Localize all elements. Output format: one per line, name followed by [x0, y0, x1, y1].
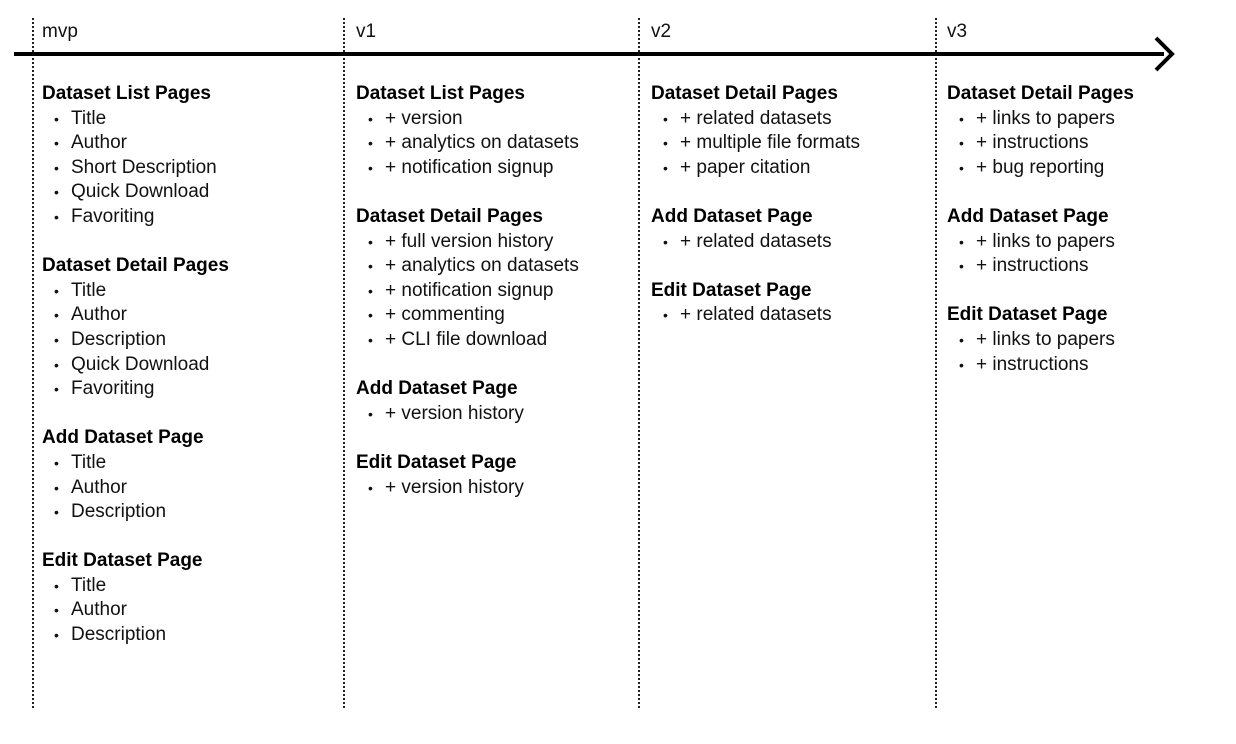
list-item: [947, 328, 1232, 353]
list-item-text: Quick Download: [71, 353, 210, 375]
list-item: [356, 131, 641, 156]
list-item: [42, 451, 327, 476]
bullet-dot-icon: •: [54, 282, 59, 299]
list-item: [356, 279, 641, 304]
list-item-text: + instructions: [976, 353, 1089, 375]
bullet-dot-icon: •: [368, 110, 373, 127]
bullet-dot-icon: •: [663, 307, 668, 324]
list-item-text: Title: [71, 574, 107, 596]
feature-list: [947, 328, 1232, 377]
list-item: [947, 254, 1232, 279]
bullet-dot-icon: •: [959, 356, 964, 373]
list-item: [42, 377, 327, 402]
feature-section: [42, 426, 327, 524]
divider-mvp: [32, 18, 34, 708]
feature-list: [356, 230, 641, 353]
feature-section: [947, 205, 1232, 279]
column-v1: [356, 82, 641, 525]
list-item-text: + full version history: [385, 230, 554, 252]
bullet-dot-icon: •: [54, 381, 59, 398]
list-item-text: + links to papers: [976, 230, 1115, 252]
list-item: [651, 230, 936, 255]
bullet-dot-icon: •: [663, 159, 668, 176]
list-item: [42, 279, 327, 304]
list-item-text: + analytics on datasets: [385, 132, 579, 154]
feature-section: [651, 205, 936, 254]
column-label-v2: v2: [651, 21, 672, 42]
list-item-text: + paper citation: [680, 156, 811, 178]
feature-list: [947, 230, 1232, 279]
list-item-text: + bug reporting: [976, 156, 1105, 178]
section-title: Edit Dataset Page: [356, 451, 517, 473]
bullet-dot-icon: •: [959, 233, 964, 250]
feature-list: [651, 303, 936, 328]
feature-section: [356, 205, 641, 353]
list-item: [42, 328, 327, 353]
bullet-dot-icon: •: [368, 233, 373, 250]
list-item-text: Author: [71, 304, 127, 326]
list-item: [42, 574, 327, 599]
list-item-text: Description: [71, 328, 167, 350]
feature-list: [356, 476, 641, 501]
section-title: Add Dataset Page: [947, 205, 1109, 227]
bullet-dot-icon: •: [54, 504, 59, 521]
list-item-text: + related datasets: [680, 230, 832, 252]
list-item: [42, 131, 327, 156]
list-item-text: + notification signup: [385, 156, 554, 178]
bullet-dot-icon: •: [368, 282, 373, 299]
section-title: Dataset Detail Pages: [947, 83, 1134, 104]
section-title: Edit Dataset Page: [651, 279, 812, 301]
feature-section: [651, 82, 936, 180]
list-item: [42, 205, 327, 230]
list-item-text: + related datasets: [680, 304, 832, 326]
list-item-text: Description: [71, 501, 167, 523]
bullet-dot-icon: •: [54, 184, 59, 201]
bullet-dot-icon: •: [368, 331, 373, 348]
list-item: [42, 353, 327, 378]
bullet-dot-icon: •: [368, 307, 373, 324]
bullet-dot-icon: •: [368, 479, 373, 496]
bullet-dot-icon: •: [663, 110, 668, 127]
section-title: Dataset Detail Pages: [356, 205, 543, 227]
list-item: [947, 107, 1232, 132]
list-item-text: + multiple file formats: [680, 132, 861, 154]
column-v2: [651, 82, 936, 353]
bullet-dot-icon: •: [54, 454, 59, 471]
list-item-text: Title: [71, 107, 107, 129]
list-item-text: + links to papers: [976, 107, 1115, 129]
feature-section: [947, 303, 1232, 377]
timeline-axis: [14, 52, 1164, 56]
bullet-dot-icon: •: [54, 356, 59, 373]
list-item-text: Title: [71, 451, 107, 473]
list-item-text: Quick Download: [71, 181, 210, 203]
section-title: Add Dataset Page: [651, 205, 813, 227]
list-item: [42, 476, 327, 501]
bullet-dot-icon: •: [54, 307, 59, 324]
list-item-text: + version history: [385, 402, 524, 424]
feature-list: [947, 107, 1232, 181]
list-item: [356, 156, 641, 181]
list-item-text: + related datasets: [680, 107, 832, 129]
list-item-text: Author: [71, 599, 127, 621]
list-item: [356, 254, 641, 279]
bullet-dot-icon: •: [368, 135, 373, 152]
bullet-dot-icon: •: [54, 135, 59, 152]
list-item: [651, 156, 936, 181]
bullet-dot-icon: •: [959, 331, 964, 348]
list-item-text: Favoriting: [71, 378, 155, 400]
list-item-text: Author: [71, 132, 127, 154]
section-title: Dataset List Pages: [356, 83, 525, 104]
feature-list: [42, 279, 327, 402]
section-title: Dataset List Pages: [42, 83, 211, 104]
section-title: Dataset Detail Pages: [42, 255, 229, 277]
bullet-dot-icon: •: [54, 208, 59, 225]
feature-list: [42, 107, 327, 230]
list-item: [651, 303, 936, 328]
list-item: [356, 230, 641, 255]
feature-list: [356, 107, 641, 181]
list-item: [42, 500, 327, 525]
list-item: [42, 180, 327, 205]
bullet-dot-icon: •: [959, 258, 964, 275]
feature-section: [947, 82, 1232, 180]
list-item-text: + version history: [385, 476, 524, 498]
list-item: [356, 303, 641, 328]
list-item: [947, 131, 1232, 156]
feature-section: [356, 377, 641, 426]
column-v3: [947, 82, 1232, 402]
column-mvp: [42, 82, 327, 672]
bullet-dot-icon: •: [54, 577, 59, 594]
list-item-text: Title: [71, 279, 107, 301]
divider-v1: [343, 18, 345, 708]
bullet-dot-icon: •: [54, 110, 59, 127]
list-item: [356, 328, 641, 353]
list-item: [651, 107, 936, 132]
list-item: [42, 598, 327, 623]
list-item: [947, 353, 1232, 378]
list-item-text: + instructions: [976, 132, 1089, 154]
list-item: [947, 156, 1232, 181]
list-item-text: + commenting: [385, 304, 505, 326]
bullet-dot-icon: •: [959, 110, 964, 127]
list-item-text: + notification signup: [385, 279, 554, 301]
bullet-dot-icon: •: [54, 627, 59, 644]
bullet-dot-icon: •: [368, 405, 373, 422]
bullet-dot-icon: •: [54, 159, 59, 176]
list-item-text: + version: [385, 107, 463, 129]
bullet-dot-icon: •: [368, 258, 373, 275]
bullet-dot-icon: •: [54, 331, 59, 348]
bullet-dot-icon: •: [959, 135, 964, 152]
bullet-dot-icon: •: [368, 159, 373, 176]
feature-section: [42, 549, 327, 647]
column-label-v1: v1: [356, 21, 377, 42]
feature-list: [42, 574, 327, 648]
bullet-dot-icon: •: [54, 479, 59, 496]
list-item: [42, 156, 327, 181]
list-item: [356, 107, 641, 132]
feature-section: [42, 82, 327, 230]
column-label-mvp: mvp: [42, 21, 78, 42]
bullet-dot-icon: •: [663, 233, 668, 250]
feature-section: [356, 451, 641, 500]
feature-list: [42, 451, 327, 525]
list-item-text: + CLI file download: [385, 328, 548, 350]
list-item: [356, 476, 641, 501]
feature-section: [651, 279, 936, 328]
bullet-dot-icon: •: [54, 602, 59, 619]
list-item: [356, 402, 641, 427]
bullet-dot-icon: •: [959, 159, 964, 176]
list-item: [42, 623, 327, 648]
feature-list: [651, 230, 936, 255]
list-item: [42, 107, 327, 132]
list-item-text: + instructions: [976, 255, 1089, 277]
bullet-dot-icon: •: [663, 135, 668, 152]
arrow-right-icon: [1150, 36, 1186, 72]
list-item-text: Description: [71, 624, 167, 646]
section-title: Add Dataset Page: [356, 378, 518, 400]
feature-list: [651, 107, 936, 181]
list-item: [42, 303, 327, 328]
column-label-v3: v3: [947, 21, 968, 42]
section-title: Edit Dataset Page: [947, 304, 1108, 326]
list-item: [651, 131, 936, 156]
list-item: [947, 230, 1232, 255]
feature-section: [356, 82, 641, 180]
list-item-text: Author: [71, 476, 127, 498]
feature-section: [42, 254, 327, 402]
list-item-text: Short Description: [71, 156, 217, 178]
section-title: Edit Dataset Page: [42, 550, 203, 572]
list-item-text: Favoriting: [71, 205, 155, 227]
list-item-text: + links to papers: [976, 328, 1115, 350]
feature-list: [356, 402, 641, 427]
section-title: Dataset Detail Pages: [651, 83, 838, 104]
section-title: Add Dataset Page: [42, 427, 204, 449]
list-item-text: + analytics on datasets: [385, 255, 579, 277]
